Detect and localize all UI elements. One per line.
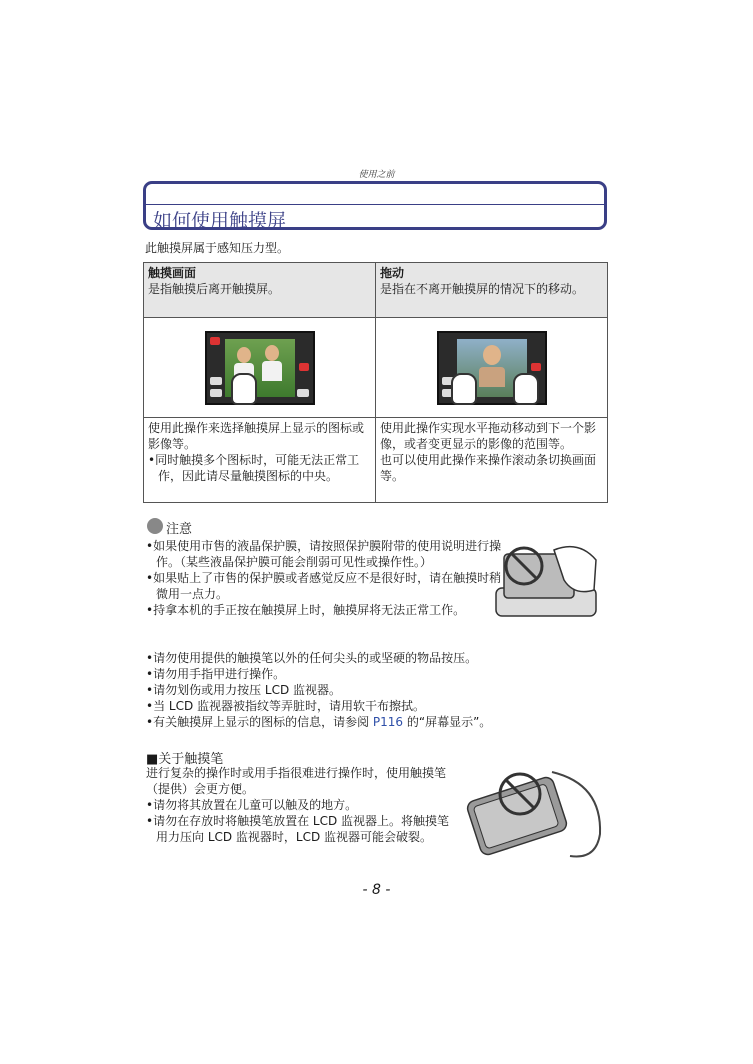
stylus-intro: 进行复杂的操作时或用手指很难进行操作时，使用触摸笔（提供）会更方便。 <box>146 766 447 796</box>
section-header-label: 使用之前 <box>358 170 395 180</box>
tap-subtitle: 是指触摸后离开触摸屏。 <box>148 282 281 296</box>
note-item: •如果使用市售的液晶保护膜，请按照保护膜附带的使用说明进行操作。（某些液晶保护膜可能会削弱可见性或操作性。） <box>146 539 502 569</box>
page-number: - 8 - <box>362 882 391 898</box>
tap-screen-illustration <box>205 331 315 405</box>
note-item: •请勿用手指甲进行操作。 <box>146 667 286 681</box>
stylus-section <box>146 765 451 845</box>
drag-illustration-cell <box>376 318 608 418</box>
drag-subtitle: 是指在不离开触摸屏的情况下的移动。 <box>380 282 585 296</box>
page-link-p116[interactable]: P116 <box>372 715 404 729</box>
drag-description-cell <box>376 418 608 503</box>
tap-description-cell <box>144 418 376 503</box>
note-item: •持拿本机的手正按在触摸屏上时，触摸屏将无法正常工作。 <box>146 603 466 617</box>
note-item-reference <box>146 714 546 730</box>
intro-text: 此触摸屏属于感知压力型。 <box>145 241 290 255</box>
drag-title: 拖动 <box>380 266 405 280</box>
note-item: •请勿划伤或用力按压 LCD 监视器。 <box>146 683 342 697</box>
stylus-item: •请勿在存放时将触摸笔放置在 LCD 监视器上。将触摸笔用力压向 LCD 监视器时，LCD 监视器可能会破裂。 <box>146 814 450 844</box>
notes-list-wide <box>146 650 546 730</box>
finger-icon-right <box>513 373 539 405</box>
note-item: •请勿使用提供的触摸笔以外的任何尖头的或坚硬的物品按压。 <box>146 651 478 665</box>
finger-icon <box>231 373 257 405</box>
stylus-section-heading: ■关于触摸笔 <box>146 752 224 767</box>
tap-header-cell <box>144 263 376 318</box>
hand-holding-camera-illustration <box>484 540 606 622</box>
tap-illustration-cell <box>144 318 376 418</box>
note-ref-suffix: 的“屏幕显示”。 <box>403 715 492 729</box>
note-item: •当 LCD 监视器被指纹等弄脏时，请用软干布擦拭。 <box>146 699 426 713</box>
note-item: •如果贴上了市售的保护膜或者感觉反应不是很好时，请在触摸时稍微用一点力。 <box>146 571 502 601</box>
stylus-item: •请勿将其放置在儿童可以触及的地方。 <box>146 798 358 812</box>
drag-description: 使用此操作实现水平拖动移动到下一个影像，或者变更显示的影像的范围等。 <box>380 421 597 451</box>
note-ref-prefix: •有关触摸屏上显示的图标的信息，请参阅 <box>146 715 373 729</box>
drag-description-extra: 也可以使用此操作来操作滚动条切换画面等。 <box>380 453 597 483</box>
drag-header-cell <box>376 263 608 318</box>
page-title: 如何使用触摸屏 <box>153 210 287 232</box>
finger-icon-left <box>451 373 477 405</box>
tap-bullet: •同时触摸多个图标时，可能无法正常工作，因此请尽量触摸图标的中央。 <box>148 453 360 483</box>
note-heading: 注意 <box>166 522 193 537</box>
touch-operations-table <box>143 262 608 503</box>
note-pencil-icon <box>147 518 163 534</box>
camera-with-stylus-illustration <box>462 764 608 864</box>
tap-title: 触摸画面 <box>148 266 197 280</box>
drag-screen-illustration <box>437 331 547 405</box>
tap-description: 使用此操作来选择触摸屏上显示的图标或影像等。 <box>148 421 365 451</box>
notes-list <box>146 538 506 618</box>
